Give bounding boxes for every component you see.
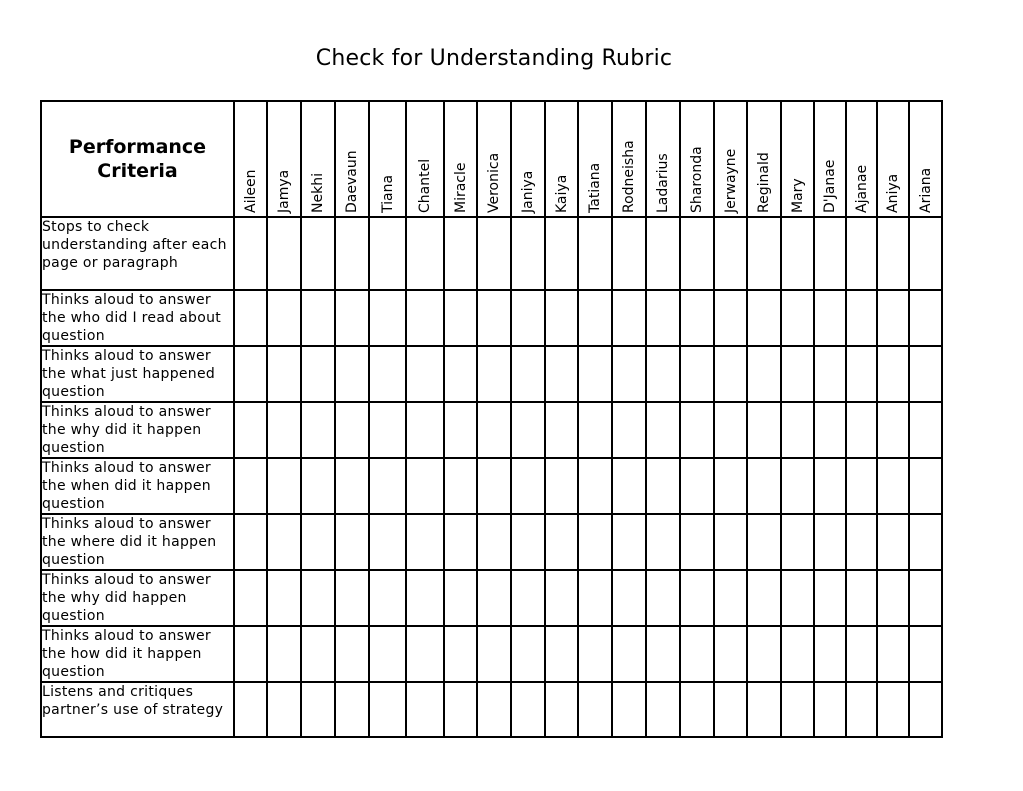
score-cell[interactable]	[578, 514, 612, 570]
score-cell[interactable]	[747, 626, 781, 682]
score-cell[interactable]	[511, 458, 545, 514]
score-cell[interactable]	[612, 217, 646, 290]
student-name: Jerwayne	[722, 148, 739, 213]
score-cell[interactable]	[335, 290, 369, 346]
score-cell[interactable]	[511, 290, 545, 346]
score-cell[interactable]	[578, 402, 612, 458]
score-cell[interactable]	[909, 402, 942, 458]
criterion-label: Thinks aloud to answer the who did I read about question	[41, 290, 234, 346]
score-cell[interactable]	[369, 346, 406, 402]
score-cell[interactable]	[511, 346, 545, 402]
score-cell[interactable]	[511, 626, 545, 682]
score-cell[interactable]	[335, 402, 369, 458]
student-column-header	[612, 101, 646, 217]
score-cell[interactable]	[781, 458, 814, 514]
score-cell[interactable]	[646, 570, 680, 626]
score-cell[interactable]	[612, 458, 646, 514]
score-cell[interactable]	[578, 290, 612, 346]
score-cell[interactable]	[714, 402, 747, 458]
score-cell[interactable]	[545, 346, 578, 402]
score-cell[interactable]	[714, 626, 747, 682]
student-column-header	[335, 101, 369, 217]
score-cell[interactable]	[909, 217, 942, 290]
score-cell[interactable]	[369, 682, 406, 737]
score-cell[interactable]	[909, 458, 942, 514]
score-cell[interactable]	[680, 570, 714, 626]
score-cell[interactable]	[680, 346, 714, 402]
score-cell[interactable]	[301, 514, 335, 570]
score-cell[interactable]	[612, 570, 646, 626]
score-cell[interactable]	[267, 402, 301, 458]
score-cell[interactable]	[909, 514, 942, 570]
score-cell[interactable]	[511, 402, 545, 458]
student-column-header	[578, 101, 612, 217]
score-cell[interactable]	[680, 514, 714, 570]
score-cell[interactable]	[578, 217, 612, 290]
criterion-label: Listens and critiques partner’s use of strategy	[41, 682, 234, 737]
score-cell[interactable]	[714, 217, 747, 290]
score-cell[interactable]	[877, 290, 909, 346]
criterion-label: Thinks aloud to answer the where did it happen question	[41, 514, 234, 570]
criterion-label: Thinks aloud to answer the why did happen question	[41, 570, 234, 626]
score-cell[interactable]	[369, 514, 406, 570]
score-cell[interactable]	[545, 458, 578, 514]
score-cell[interactable]	[646, 402, 680, 458]
student-name: Sharonda	[689, 146, 705, 213]
score-cell[interactable]	[444, 570, 477, 626]
score-cell[interactable]	[406, 458, 444, 514]
score-cell[interactable]	[814, 626, 846, 682]
score-cell[interactable]	[335, 346, 369, 402]
score-cell[interactable]	[234, 217, 267, 290]
criterion-label: Thinks aloud to answer the how did it happen question	[41, 626, 234, 682]
score-cell[interactable]	[406, 290, 444, 346]
criterion-row	[41, 217, 942, 290]
score-cell[interactable]	[680, 217, 714, 290]
student-column-header	[909, 101, 942, 217]
student-column-header	[646, 101, 680, 217]
score-cell[interactable]	[545, 217, 578, 290]
student-column-header	[814, 101, 846, 217]
score-cell[interactable]	[444, 626, 477, 682]
score-cell[interactable]	[369, 217, 406, 290]
score-cell[interactable]	[646, 458, 680, 514]
student-name: Nekhi	[310, 173, 326, 213]
student-column-header	[301, 101, 335, 217]
score-cell[interactable]	[444, 458, 477, 514]
score-cell[interactable]	[511, 682, 545, 737]
score-cell[interactable]	[335, 570, 369, 626]
score-cell[interactable]	[234, 626, 267, 682]
score-cell[interactable]	[444, 514, 477, 570]
header-row	[41, 101, 942, 217]
student-name: Mary	[789, 178, 806, 213]
score-cell[interactable]	[335, 458, 369, 514]
student-column-header	[846, 101, 877, 217]
score-cell[interactable]	[680, 626, 714, 682]
score-cell[interactable]	[781, 626, 814, 682]
score-cell[interactable]	[545, 290, 578, 346]
score-cell[interactable]	[612, 290, 646, 346]
score-cell[interactable]	[369, 626, 406, 682]
student-column-header	[234, 101, 267, 217]
score-cell[interactable]	[511, 217, 545, 290]
score-cell[interactable]	[335, 217, 369, 290]
student-column-header	[406, 101, 444, 217]
criterion-row	[41, 290, 942, 346]
student-column-header	[680, 101, 714, 217]
criteria-header-line-2: Criteria	[97, 160, 178, 182]
student-name: Ladarius	[655, 153, 671, 213]
score-cell[interactable]	[846, 626, 877, 682]
score-cell[interactable]	[369, 290, 406, 346]
score-cell[interactable]	[781, 402, 814, 458]
score-cell[interactable]	[646, 346, 680, 402]
score-cell[interactable]	[781, 682, 814, 737]
score-cell[interactable]	[578, 458, 612, 514]
score-cell[interactable]	[234, 458, 267, 514]
criterion-label: Stops to check understanding after each page or paragraph	[41, 217, 234, 290]
student-name: Aileen	[242, 169, 259, 213]
score-cell[interactable]	[234, 514, 267, 570]
score-cell[interactable]	[877, 402, 909, 458]
score-cell[interactable]	[444, 290, 477, 346]
criterion-row	[41, 346, 942, 402]
score-cell[interactable]	[714, 290, 747, 346]
score-cell[interactable]	[545, 514, 578, 570]
score-cell[interactable]	[267, 570, 301, 626]
score-cell[interactable]	[267, 514, 301, 570]
score-cell[interactable]	[846, 217, 877, 290]
score-cell[interactable]	[680, 402, 714, 458]
student-name: Kaiya	[553, 174, 570, 213]
score-cell[interactable]	[406, 570, 444, 626]
score-cell[interactable]	[646, 682, 680, 737]
score-cell[interactable]	[747, 514, 781, 570]
score-cell[interactable]	[877, 458, 909, 514]
criteria-column-header	[41, 101, 234, 217]
student-column-header	[477, 101, 511, 217]
score-cell[interactable]	[477, 682, 511, 737]
score-cell[interactable]	[301, 458, 335, 514]
score-cell[interactable]	[477, 402, 511, 458]
student-name: Tatiana	[587, 162, 603, 213]
score-cell[interactable]	[301, 290, 335, 346]
score-cell[interactable]	[680, 290, 714, 346]
score-cell[interactable]	[846, 402, 877, 458]
score-cell[interactable]	[406, 682, 444, 737]
score-cell[interactable]	[444, 346, 477, 402]
score-cell[interactable]	[846, 346, 877, 402]
student-name: Janiya	[520, 170, 536, 213]
student-name: Daevaun	[344, 150, 360, 213]
score-cell[interactable]	[814, 682, 846, 737]
student-column-header	[369, 101, 406, 217]
score-cell[interactable]	[909, 346, 942, 402]
score-cell[interactable]	[369, 402, 406, 458]
score-cell[interactable]	[545, 626, 578, 682]
student-column-header	[877, 101, 909, 217]
score-cell[interactable]	[814, 570, 846, 626]
score-cell[interactable]	[301, 626, 335, 682]
score-cell[interactable]	[814, 402, 846, 458]
score-cell[interactable]	[477, 514, 511, 570]
score-cell[interactable]	[747, 570, 781, 626]
score-cell[interactable]	[578, 570, 612, 626]
student-column-header	[545, 101, 578, 217]
score-cell[interactable]	[747, 217, 781, 290]
score-cell[interactable]	[646, 290, 680, 346]
score-cell[interactable]	[511, 514, 545, 570]
score-cell[interactable]	[406, 514, 444, 570]
score-cell[interactable]	[234, 346, 267, 402]
score-cell[interactable]	[714, 682, 747, 737]
score-cell[interactable]	[846, 458, 877, 514]
score-cell[interactable]	[646, 514, 680, 570]
score-cell[interactable]	[877, 514, 909, 570]
score-cell[interactable]	[846, 682, 877, 737]
score-cell[interactable]	[406, 626, 444, 682]
score-cell[interactable]	[406, 402, 444, 458]
criterion-row	[41, 402, 942, 458]
score-cell[interactable]	[814, 217, 846, 290]
page-title: Check for Understanding Rubric	[315, 46, 673, 71]
score-cell[interactable]	[814, 290, 846, 346]
student-name: Tiana	[379, 174, 396, 213]
score-cell[interactable]	[846, 290, 877, 346]
criterion-row	[41, 626, 942, 682]
criterion-label: Thinks aloud to answer the what just happened question	[41, 346, 234, 402]
score-cell[interactable]	[234, 290, 267, 346]
score-cell[interactable]	[369, 570, 406, 626]
score-cell[interactable]	[578, 346, 612, 402]
score-cell[interactable]	[909, 570, 942, 626]
score-cell[interactable]	[714, 570, 747, 626]
student-name: Miracle	[452, 162, 469, 213]
score-cell[interactable]	[877, 570, 909, 626]
student-column-header	[714, 101, 747, 217]
score-cell[interactable]	[335, 514, 369, 570]
score-cell[interactable]	[301, 570, 335, 626]
score-cell[interactable]	[301, 682, 335, 737]
student-name: Ariana	[917, 167, 934, 213]
score-cell[interactable]	[877, 626, 909, 682]
score-cell[interactable]	[714, 346, 747, 402]
score-cell[interactable]	[612, 682, 646, 737]
score-cell[interactable]	[747, 458, 781, 514]
score-cell[interactable]	[646, 217, 680, 290]
student-column-header	[444, 101, 477, 217]
score-cell[interactable]	[267, 682, 301, 737]
student-name: Rodneisha	[621, 140, 637, 213]
student-name: Reginald	[756, 152, 772, 213]
score-cell[interactable]	[267, 217, 301, 290]
student-column-header	[511, 101, 545, 217]
criterion-row	[41, 570, 942, 626]
score-cell[interactable]	[909, 290, 942, 346]
student-name: Aniya	[885, 173, 901, 213]
score-cell[interactable]	[477, 626, 511, 682]
score-cell[interactable]	[846, 570, 877, 626]
score-cell[interactable]	[612, 626, 646, 682]
score-cell[interactable]	[612, 402, 646, 458]
score-cell[interactable]	[545, 402, 578, 458]
student-column-header	[781, 101, 814, 217]
student-name: D'Janae	[822, 159, 838, 213]
rubric-body	[41, 217, 942, 737]
score-cell[interactable]	[477, 458, 511, 514]
score-cell[interactable]	[578, 626, 612, 682]
score-cell[interactable]	[646, 626, 680, 682]
score-cell[interactable]	[267, 458, 301, 514]
score-cell[interactable]	[814, 514, 846, 570]
score-cell[interactable]	[267, 626, 301, 682]
score-cell[interactable]	[814, 458, 846, 514]
score-cell[interactable]	[545, 570, 578, 626]
score-cell[interactable]	[781, 514, 814, 570]
score-cell[interactable]	[909, 682, 942, 737]
score-cell[interactable]	[781, 217, 814, 290]
score-cell[interactable]	[444, 682, 477, 737]
score-cell[interactable]	[545, 682, 578, 737]
score-cell[interactable]	[301, 217, 335, 290]
score-cell[interactable]	[267, 290, 301, 346]
rubric-table	[40, 100, 943, 738]
score-cell[interactable]	[814, 346, 846, 402]
score-cell[interactable]	[234, 402, 267, 458]
score-cell[interactable]	[877, 346, 909, 402]
score-cell[interactable]	[612, 346, 646, 402]
score-cell[interactable]	[909, 626, 942, 682]
score-cell[interactable]	[781, 346, 814, 402]
score-cell[interactable]	[477, 217, 511, 290]
score-cell[interactable]	[477, 290, 511, 346]
criterion-row	[41, 458, 942, 514]
score-cell[interactable]	[612, 514, 646, 570]
student-name: Ajanae	[853, 164, 870, 213]
score-cell[interactable]	[335, 682, 369, 737]
score-cell[interactable]	[781, 290, 814, 346]
score-cell[interactable]	[477, 346, 511, 402]
score-cell[interactable]	[234, 682, 267, 737]
score-cell[interactable]	[406, 346, 444, 402]
score-cell[interactable]	[301, 346, 335, 402]
score-cell[interactable]	[747, 402, 781, 458]
score-cell[interactable]	[444, 217, 477, 290]
student-name: Chantel	[417, 158, 433, 213]
score-cell[interactable]	[877, 682, 909, 737]
score-cell[interactable]	[877, 217, 909, 290]
score-cell[interactable]	[335, 626, 369, 682]
criteria-header-line-1: Performance	[68, 136, 207, 158]
score-cell[interactable]	[680, 458, 714, 514]
score-cell[interactable]	[511, 570, 545, 626]
score-cell[interactable]	[747, 346, 781, 402]
student-column-header	[267, 101, 301, 217]
score-cell[interactable]	[846, 514, 877, 570]
criterion-row	[41, 514, 942, 570]
score-cell[interactable]	[369, 458, 406, 514]
score-cell[interactable]	[747, 682, 781, 737]
criterion-label: Thinks aloud to answer the why did it happen question	[41, 402, 234, 458]
score-cell[interactable]	[444, 402, 477, 458]
student-name: Veronica	[486, 152, 502, 213]
score-cell[interactable]	[714, 458, 747, 514]
criterion-row	[41, 682, 942, 737]
score-cell[interactable]	[234, 570, 267, 626]
score-cell[interactable]	[406, 217, 444, 290]
criterion-label: Thinks aloud to answer the when did it happen question	[41, 458, 234, 514]
student-name: Jamya	[276, 169, 292, 213]
score-cell[interactable]	[578, 682, 612, 737]
score-cell[interactable]	[680, 682, 714, 737]
score-cell[interactable]	[477, 570, 511, 626]
score-cell[interactable]	[714, 514, 747, 570]
score-cell[interactable]	[747, 290, 781, 346]
score-cell[interactable]	[301, 402, 335, 458]
student-column-header	[747, 101, 781, 217]
score-cell[interactable]	[781, 570, 814, 626]
score-cell[interactable]	[267, 346, 301, 402]
